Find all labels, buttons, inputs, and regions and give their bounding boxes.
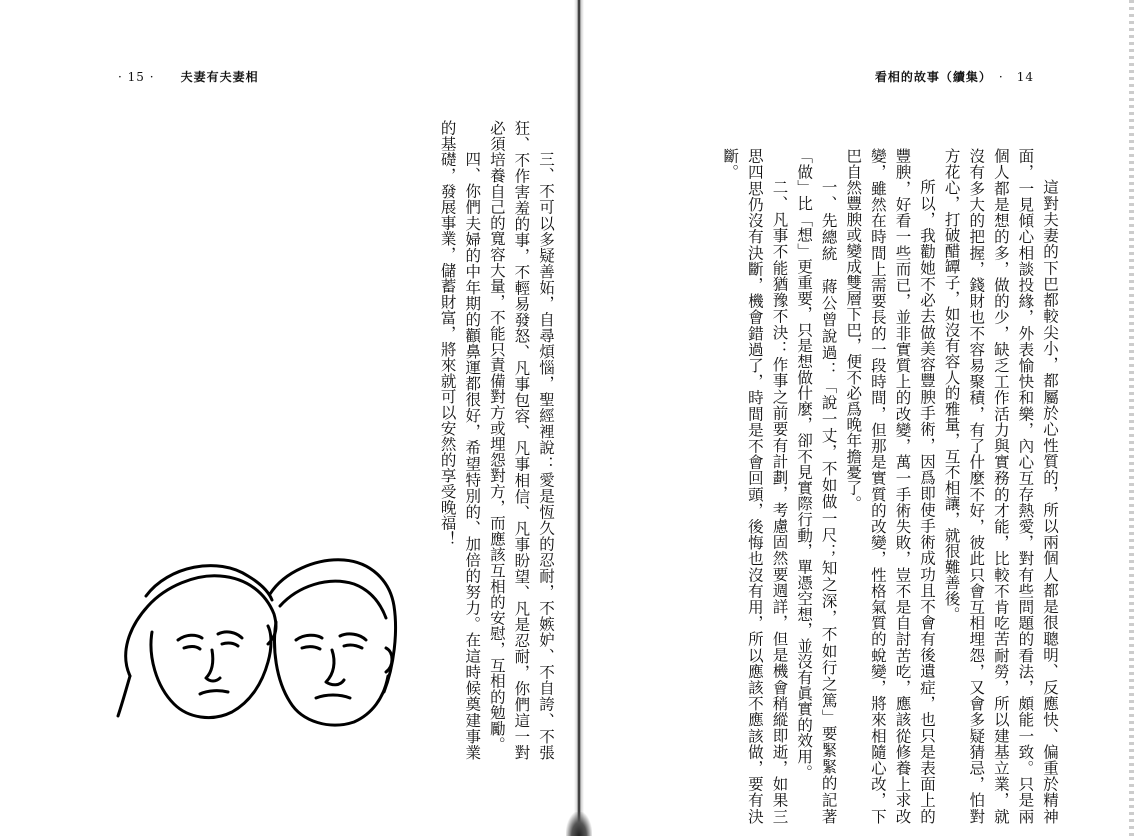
woman-eye-left (184, 647, 200, 649)
woman-eye-right (222, 643, 238, 646)
man-ear (386, 648, 392, 672)
woman-brow-left (178, 635, 202, 640)
woman-mouth (200, 691, 228, 694)
right-page-number: 14 (1016, 70, 1034, 84)
paragraph-3: 三、不可以多疑善妬，自尋煩惱，聖經裡說：愛是恆久的忍耐，不嫉妒、不自誇、不張狂、不作害羞的事，不輕易發怒、凡事包容、凡事相信、凡事盼望、凡是忍耐，你們這一對必須培養自己的寬容大量，不能只責備對方或埋怨對方，而應該互相的安慰，互相的勉勵。 (487, 120, 555, 760)
right-page-body (636, 148, 1062, 824)
paragraph-2: 二、凡事不能猶豫不決：作事之前要有計劃，考慮固然要週詳，但是機會稍縱即逝，如果三思四思仍沒有決斷，機會錯過了，時間是不會回頭，後悔也沒有用，所以應該不應該做，要有決斷。 (721, 148, 789, 824)
man-hair-inner (280, 581, 386, 618)
man-nose (326, 650, 344, 685)
couple-faces-sketch-icon (108, 536, 398, 736)
left-page-header: · 15 · 夫妻有夫妻相 (118, 70, 259, 84)
right-page-header: 看相的故事（續集） · 14 (874, 70, 1034, 84)
right-header-title: 看相的故事（續集） (874, 70, 986, 84)
man-eye-right (344, 645, 362, 648)
man-brow-right (340, 634, 366, 640)
man-eye-left (302, 647, 320, 649)
left-header-title: 夫妻有夫妻相 (180, 70, 259, 84)
left-page-number: 15 (127, 70, 145, 84)
woman-nose (206, 650, 220, 681)
paragraph-4: 四、你們夫婦的中年期的顴鼻運都很好，希望特別的、加倍的努力。在這時候奠建事業的基礎，發展事業，儲蓄財富，將來就可以安然的享受晚福！ (438, 120, 482, 760)
left-page-body (386, 120, 558, 760)
woman-brow-right (218, 632, 242, 638)
paragraph-intro: 這對夫妻的下巴都較尖小，都屬於心性質的，所以兩個人都是很聰明、反應快、偏重於精神面，一見傾心相談投緣，外表愉快和樂，內心互存熱愛，對有些問題的看法，頗能一致。只是兩個人都是想的多，做的少，缺乏工作活力與實務的才能，比較不肯吃苦耐勞，所以建基立業，就沒有多大的把握，錢財也不容易聚積，有了什麼不好，彼此只會互相埋怨，又會多疑猜忌，怕對方花心，打破醋罈子，如沒有容人的雅量，互不相讓，就很難善後。 (942, 148, 1059, 824)
woman-hair-top (146, 566, 272, 600)
man-mouth (316, 695, 350, 698)
paragraph-1: 一、先總統 蔣公曾說過：「說一丈，不如做一尺；知之深，不如行之篤」要緊緊的記著「做」比「想」更重要，只是想做什麼，卻不見實際行動，單憑空想，並沒有眞實的效用。 (795, 148, 838, 824)
man-brow-left (296, 635, 322, 640)
woman-neck (118, 676, 130, 716)
paragraph-advice: 所以，我勸她不必去做美容豐腴手術，因爲即使手術成功且不會有後遺症，也只是表面上的豐腴，好看一些而已，並非實質上的改變，萬一手術失敗，豈不是自討苦吃，應該從修養上求改變，雖然在時間上需要長的一段時間，但那是實質的改變，性格氣質的蛻變，將來相隨心改，下巴自然豐腴或變成雙層下巴，便不必爲晚年擔憂了。 (844, 148, 937, 824)
